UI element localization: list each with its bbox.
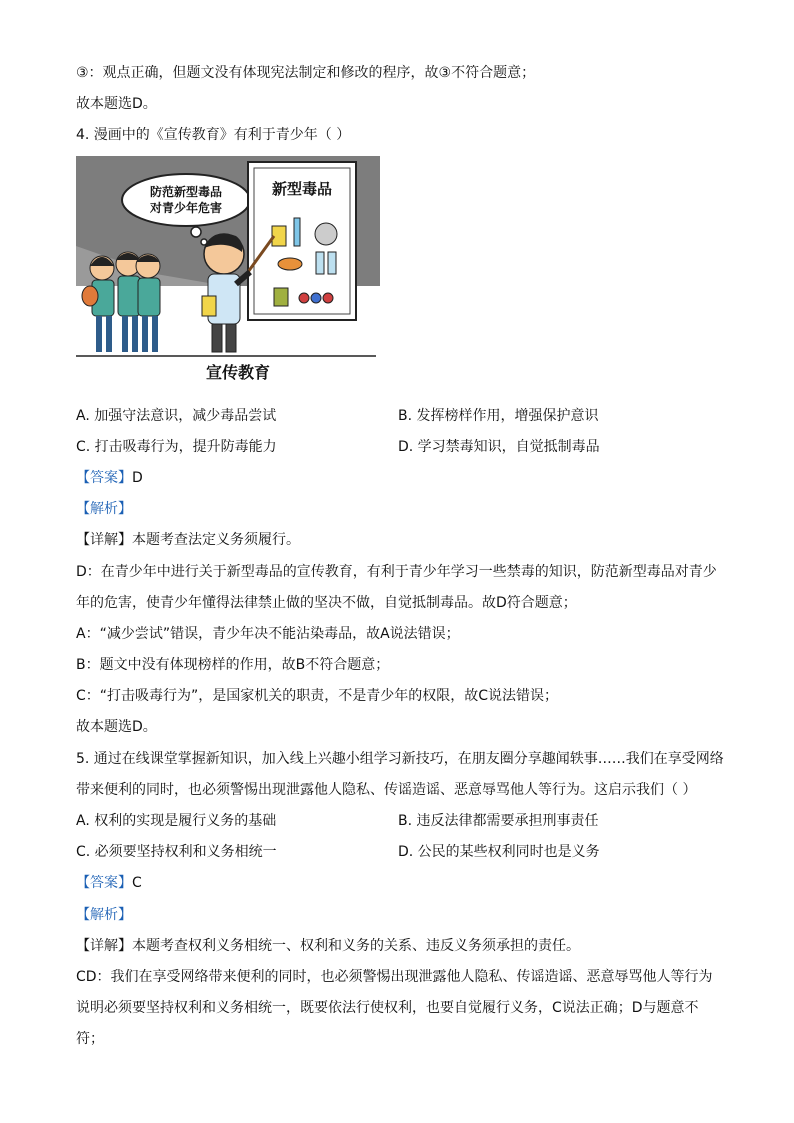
answer-label: 【答案】 xyxy=(76,875,132,891)
q4-d-explanation-line1: D：在青少年中进行关于新型毒品的宣传教育，有利于青少年学习一些禁毒的知识，防范新型毒品对青少 xyxy=(76,564,717,580)
detail-label: 【详解】 xyxy=(76,938,132,954)
bubble-text-line2: 对青少年危害 xyxy=(149,201,223,215)
q5-option-b[interactable]: B. 违反法律都需要承担刑事责任 xyxy=(398,813,599,829)
prev-analysis-line: ③：观点正确，但题文没有体现宪法制定和修改的程序，故③不符合题意； xyxy=(76,65,536,81)
prev-conclusion: 故本题选D。 xyxy=(76,96,157,112)
q4-option-d[interactable]: D. 学习禁毒知识，自觉抵制毒品 xyxy=(398,439,600,455)
q4-detail xyxy=(76,531,300,549)
q5-option-c[interactable]: C. 必须要坚持权利和义务相统一 xyxy=(76,844,277,860)
q5-stem-line2: 带来便利的同时，也必须警惕出现泄露他人隐私、传谣造谣、恶意辱骂他人等行为。这启示我们（ ） xyxy=(76,782,697,798)
detail-label: 【详解】 xyxy=(76,532,132,548)
q5-option-a[interactable]: A. 权利的实现是履行义务的基础 xyxy=(76,813,277,829)
q5-cd-explanation-line3: 符； xyxy=(76,1031,104,1047)
answer-value: D xyxy=(132,470,143,486)
q5-stem-line1: 5. 通过在线课堂掌握新知识，加入线上兴趣小组学习新技巧，在朋友圈分享趣闻轶事……我们在享受网络 xyxy=(76,751,724,767)
q4-conclusion: 故本题选D。 xyxy=(76,719,157,735)
analysis-label: 【解析】 xyxy=(76,907,132,923)
q4-stem: 4. 漫画中的《宣传教育》有利于青少年（ ） xyxy=(76,127,351,143)
q5-answer xyxy=(76,874,142,892)
detail-text: 本题考查法定义务须履行。 xyxy=(132,532,300,548)
poster-title: 新型毒品 xyxy=(271,180,333,198)
q4-option-c[interactable]: C. 打击吸毒行为，提升防毒能力 xyxy=(76,439,277,455)
q4-c-explanation: C：“打击吸毒行为”，是国家机关的职责，不是青少年的权限，故C说法错误； xyxy=(76,688,559,704)
analysis-label: 【解析】 xyxy=(76,501,132,517)
q5-analysis-label xyxy=(76,906,132,924)
q4-option-a[interactable]: A. 加强守法意识，减少毒品尝试 xyxy=(76,408,277,424)
q4-analysis-label xyxy=(76,500,132,518)
detail-text: 本题考查权利义务相统一、权利和义务的关系、违反义务须承担的责任。 xyxy=(132,938,580,954)
q5-cd-explanation-line2: 说明必须要坚持权利和义务相统一，既要依法行使权利，也要自觉履行义务，C说法正确；D与题意不 xyxy=(76,1000,699,1016)
q4-a-explanation: A：“减少尝试”错误，青少年决不能沾染毒品，故A说法错误； xyxy=(76,626,460,642)
q4-comic-image xyxy=(76,156,380,386)
q5-detail xyxy=(76,937,580,955)
q4-option-b[interactable]: B. 发挥榜样作用，增强保护意识 xyxy=(398,408,599,424)
q5-option-d[interactable]: D. 公民的某些权利同时也是义务 xyxy=(398,844,600,860)
q4-b-explanation: B：题文中没有体现榜样的作用，故B不符合题意； xyxy=(76,657,390,673)
q5-cd-explanation-line1: CD：我们在享受网络带来便利的同时，也必须警惕出现泄露他人隐私、传谣造谣、恶意辱骂他人等行为 xyxy=(76,969,713,985)
speech-bubble xyxy=(122,174,250,226)
q4-answer xyxy=(76,469,143,487)
answer-label: 【答案】 xyxy=(76,470,132,486)
comic-caption: 宣传教育 xyxy=(205,363,271,382)
bubble-text-line1: 防范新型毒品 xyxy=(149,185,223,199)
answer-value: C xyxy=(132,875,142,891)
q4-d-explanation-line2: 年的危害，使青少年懂得法律禁止做的坚决不做，自觉抵制毒品。故D符合题意； xyxy=(76,595,577,611)
